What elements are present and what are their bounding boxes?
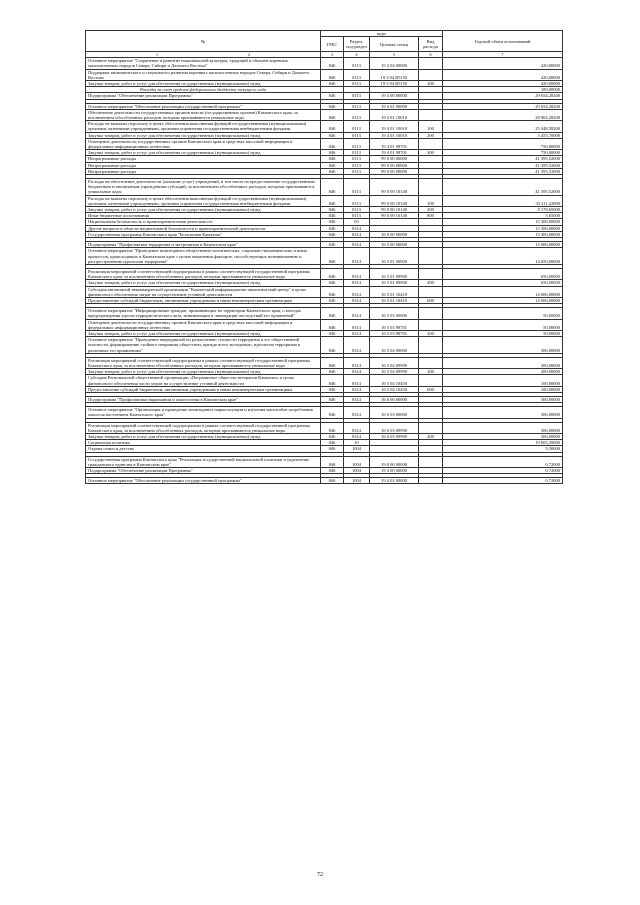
row-amount-cell: 750,00000 (443, 138, 563, 149)
row-vid-cell: 200 (419, 81, 443, 87)
row-amount-cell: 50,00000 (443, 319, 563, 330)
row-target-cell: 19 4 01 00000 (370, 478, 419, 484)
row-amount-cell: 15 300,00000 (443, 225, 563, 231)
row-target-cell: 19 3 04 R5150 (370, 69, 419, 80)
row-razdel-cell: 0314 (344, 369, 370, 375)
header-vid: Вид расхода (419, 37, 443, 52)
row-grbs-cell: 846 (321, 280, 344, 286)
table-row (86, 319, 563, 330)
row-target-cell: 19 4 00 00000 (370, 93, 419, 99)
row-vid-cell: 100 (419, 195, 443, 206)
table-row (86, 286, 563, 297)
row-name-cell: Предоставление субсидий бюджетным, автономным учреждениям и иным некоммерческим организациям (86, 297, 321, 303)
row-name-cell: Закупка товаров, работ и услуг для обеспечения государственных (муниципальных) нужд (86, 81, 321, 87)
row-name-cell: Закупка товаров, работ и услуг для обеспечения государственных (муниципальных) нужд (86, 369, 321, 375)
table-row (86, 478, 563, 484)
header-codes-group: коды (321, 31, 443, 37)
row-vid-cell: 800 (419, 213, 443, 219)
row-target-cell: 19 4 01 98701 (370, 138, 419, 149)
column-number-4: 4 (344, 52, 370, 58)
row-vid-cell: 200 (419, 132, 443, 138)
row-grbs-cell: 846 (321, 219, 344, 225)
table-row (86, 422, 563, 433)
row-grbs-cell: 846 (321, 330, 344, 336)
row-name-cell: Расходы на выплаты персоналу в целях обеспечения выполнения функций государственными (муниципальными) органами, казенными учреждениями, органами управления государственными внебюджетными фондами (86, 195, 321, 206)
row-vid-cell (419, 179, 443, 196)
row-target-cell: 19 0 00 00000 (370, 456, 419, 467)
row-amount-cell: 29 654,28200 (443, 93, 563, 99)
row-grbs-cell: 846 (321, 103, 344, 109)
row-razdel-cell: 0113 (344, 195, 370, 206)
row-target-cell: 16 5 03 00000 (370, 308, 419, 319)
row-target-cell: 19 4 01 10010 (370, 109, 419, 120)
row-vid-cell (419, 456, 443, 467)
row-vid-cell (419, 319, 443, 330)
table-row (86, 337, 563, 354)
row-target-cell: 16 5 03 98701 (370, 330, 419, 336)
row-razdel-cell: 1004 (344, 478, 370, 484)
row-amount-cell: 41 395,52000 (443, 179, 563, 196)
row-razdel-cell: 0314 (344, 433, 370, 439)
row-vid-cell: 600 (419, 386, 443, 392)
row-amount-cell: 750,00000 (443, 150, 563, 156)
row-vid-cell (419, 58, 443, 69)
row-grbs-cell: 846 (321, 150, 344, 156)
row-vid-cell (419, 268, 443, 279)
table-row (86, 456, 563, 467)
row-target-cell: 99 0 00 10140 (370, 213, 419, 219)
row-razdel-cell: 0314 (344, 319, 370, 330)
row-razdel-cell: 0314 (344, 248, 370, 265)
column-number-5: 5 (370, 52, 419, 58)
row-target-cell: 19 4 00 00000 (370, 468, 419, 474)
row-grbs-cell: 846 (321, 138, 344, 149)
row-name-cell: Другие вопросы в области национальной безопасности и правоохранительной деятельности (86, 225, 321, 231)
row-target-cell: 16 5 01 09990 (370, 280, 419, 286)
row-grbs-cell: 846 (321, 268, 344, 279)
row-amount-cell: 15 300,00000 (443, 219, 563, 225)
row-grbs-cell: 846 (321, 386, 344, 392)
row-razdel-cell: 0113 (344, 93, 370, 99)
row-amount-cell: 41 395,52000 (443, 162, 563, 168)
row-target-cell: 19 4 01 00000 (370, 103, 419, 109)
row-name-cell: Реализация мероприятий соответствующей подпрограммы в рамках соответствующей государственной программы Камчатского края, за исключением обособленных расходов, которым присваиваются уникальные коды (86, 268, 321, 279)
row-grbs-cell: 846 (321, 81, 344, 87)
row-target-cell: 99 0 00 00000 (370, 156, 419, 162)
column-number-1: 1 (156, 52, 158, 58)
row-target-cell: 16 6 00 00000 (370, 396, 419, 402)
row-razdel-cell: 10 (344, 440, 370, 446)
table-row (86, 58, 563, 69)
row-razdel-cell: 0314 (344, 286, 370, 297)
row-name-cell: Освещение деятельности государственных органов Камчатского края в средствах массовой информации и федеральных информационных агентствах (86, 319, 321, 330)
row-name-cell: Основное мероприятие "Проведение мероприятий по разъяснению сущности терроризма и его общественной опасности, формированию стойкого неприятия обществом, прежде всего молодежью, идеологии терроризма в различных его проявлениях" (86, 337, 321, 354)
row-razdel-cell: 0314 (344, 422, 370, 433)
row-name-cell: Субсидия автономной некоммерческой организации "Камчатский информационно-аналитический центр" в целях финансового обеспечения затрат на осуществление уставной деятельности (86, 286, 321, 297)
row-razdel-cell: 0314 (344, 297, 370, 303)
row-target-cell: 16 5 03 98701 (370, 319, 419, 330)
table-row (86, 195, 563, 206)
row-vid-cell (419, 109, 443, 120)
row-amount-cell: 15 000,00000 (443, 242, 563, 248)
row-razdel-cell: 0314 (344, 337, 370, 354)
row-vid-cell: 200 (419, 280, 443, 286)
row-razdel-cell: 1004 (344, 456, 370, 467)
row-grbs-cell: 846 (321, 195, 344, 206)
row-amount-cell: 8 178,65000 (443, 207, 563, 213)
row-razdel-cell: 0113 (344, 81, 370, 87)
row-name-cell: Субсидия Региональной общественной организации «Пограничное общество ветеранов Камчатки» в целях финансового обеспечения части затрат на осуществление уставной деятельности (86, 375, 321, 386)
row-vid-cell (419, 375, 443, 386)
row-target-cell: 16 5 04 10450 (370, 386, 419, 392)
row-grbs-cell: 846 (321, 468, 344, 474)
row-grbs-cell: 846 (321, 69, 344, 80)
row-grbs-cell: 846 (321, 207, 344, 213)
row-grbs-cell: 846 (321, 168, 344, 174)
row-grbs-cell: 846 (321, 396, 344, 402)
row-grbs-cell: 846 (321, 242, 344, 248)
row-amount-cell: 14 650,00000 (443, 248, 563, 265)
row-vid-cell (419, 308, 443, 319)
row-grbs-cell: 846 (321, 132, 344, 138)
row-razdel-cell: 0314 (344, 407, 370, 418)
row-razdel-cell: 0314 (344, 280, 370, 286)
row-grbs-cell: 846 (321, 213, 344, 219)
row-vid-cell: 200 (419, 207, 443, 213)
row-razdel-cell: 1004 (344, 468, 370, 474)
table-row (86, 138, 563, 149)
table-row (86, 179, 563, 196)
row-name-cell: Поддержка экономического и социального развития коренных малочисленных народов Севера, Сибири и Дальнего Востока (86, 69, 321, 80)
row-grbs-cell: 846 (321, 440, 344, 446)
row-amount-cell: 50,00000 (443, 330, 563, 336)
row-name-cell: Реализация мероприятий соответствующей подпрограммы в рамках соответствующей государственной программы Камчатского края, за исключением обособленных расходов, которым присваиваются уникальные коды (86, 357, 321, 368)
row-vid-cell (419, 407, 443, 418)
row-grbs-cell: 846 (321, 319, 344, 330)
row-razdel-cell: 0314 (344, 357, 370, 368)
row-grbs-cell: 846 (321, 156, 344, 162)
row-razdel-cell: 1004 (344, 446, 370, 452)
row-vid-cell (419, 422, 443, 433)
row-grbs-cell: 846 (321, 446, 344, 452)
row-grbs-cell: 846 (321, 58, 344, 69)
row-vid-cell (419, 138, 443, 149)
row-name-cell: Основное мероприятие "Проведение мониторинга общественно-политических, социально-экономических и иных процессов, происходящих в Камчатском крае с целью выявления факторов, способствующих возникновению и распространению идеологии терроризма" (86, 248, 321, 265)
column-number-6: 6 (419, 52, 443, 58)
row-target-cell: 19 3 04 R5150 (370, 81, 419, 87)
row-amount-cell: 100,00000 (443, 375, 563, 386)
row-name-cell: Непрограммные расходы (86, 156, 321, 162)
row-target-cell: 16 6 03 00000 (370, 407, 419, 418)
row-amount-cell: 14 000,00000 (443, 297, 563, 303)
row-vid-cell: 100 (419, 121, 443, 132)
row-target-cell: 16 5 00 00000 (370, 242, 419, 248)
row-amount-cell: 420,00000 (443, 81, 563, 87)
row-vid-cell: 200 (419, 150, 443, 156)
row-amount-cell: 50,00000 (443, 308, 563, 319)
row-grbs-cell: 846 (321, 225, 344, 231)
row-target-cell: 16 6 03 09990 (370, 433, 419, 439)
row-razdel-cell: 0113 (344, 162, 370, 168)
row-amount-cell: 3 455,70000 (443, 132, 563, 138)
row-amount-cell: 650,00000 (443, 268, 563, 279)
page-number: 72 (317, 872, 323, 878)
row-grbs-cell: 846 (321, 248, 344, 265)
row-razdel-cell: 0113 (344, 69, 370, 80)
table-row (86, 268, 563, 279)
row-grbs-cell: 846 (321, 422, 344, 433)
row-vid-cell (419, 357, 443, 368)
row-grbs-cell: 846 (321, 121, 344, 132)
row-name-cell: Непрограммные расходы (86, 162, 321, 168)
table-row (86, 407, 563, 418)
row-target-cell: 19 4 01 98701 (370, 150, 419, 156)
row-razdel-cell: 0113 (344, 109, 370, 120)
row-razdel-cell: 0314 (344, 231, 370, 237)
row-grbs-cell: 846 (321, 179, 344, 196)
row-grbs-cell: 846 (321, 357, 344, 368)
row-razdel-cell: 0113 (344, 179, 370, 196)
row-razdel-cell: 0113 (344, 58, 370, 69)
row-name-cell: Закупка товаров, работ и услуг для обеспечения государственных (муниципальных) нужд (86, 280, 321, 286)
row-name-cell: Основное мероприятие "Организация и проведение мониторинга наркоситуации и изучения масштабов потребления алкоголя населением Камчатского края" (86, 407, 321, 418)
row-amount-cell: 0,72000 (443, 468, 563, 474)
row-grbs-cell: 846 (321, 375, 344, 386)
row-target-cell: 16 6 03 09990 (370, 422, 419, 433)
row-name-cell: Подпрограмма "Обеспечение реализации Программы" (86, 468, 321, 474)
row-name-cell: Расходы на выплаты персоналу в целях обеспечения выполнения функций государственными (муниципальными) органами, казенными учреждениями, органами управления государственными внебюджетными фондами (86, 121, 321, 132)
row-razdel-cell: 0113 (344, 121, 370, 132)
row-vid-cell: 200 (419, 330, 443, 336)
row-name-cell: Подпрограмма "Обеспечение реализации Программы" (86, 93, 321, 99)
row-target-cell: 16 0 00 00000 (370, 231, 419, 237)
row-name-cell: Обеспечение деятельности государственных органов власти (государственных органов) Камчатского края, за исключением обособленных расходов, которым присваиваются уникальные коды (86, 109, 321, 120)
row-vid-cell (419, 478, 443, 484)
row-name-cell: Непрограммные расходы (86, 168, 321, 174)
table-row (86, 121, 563, 132)
row-amount-cell: 15 300,00000 (443, 231, 563, 237)
row-grbs-cell: 846 (321, 407, 344, 418)
row-amount-cell: 14 000,00000 (443, 286, 563, 297)
row-razdel-cell: 0113 (344, 138, 370, 149)
row-razdel-cell: 0314 (344, 330, 370, 336)
row-amount-cell: 300,00000 (443, 422, 563, 433)
row-grbs-cell: 846 (321, 337, 344, 354)
row-grbs-cell: 846 (321, 231, 344, 237)
row-amount-cell: 9,30000 (443, 446, 563, 452)
row-target-cell: 99 0 00 00000 (370, 162, 419, 168)
row-name-cell: Национальная безопасность и правоохранительная деятельность (86, 219, 321, 225)
row-target-cell: 16 5 01 10410 (370, 297, 419, 303)
row-grbs-cell: 846 (321, 433, 344, 439)
row-amount-cell: 29 654,28200 (443, 103, 563, 109)
row-amount-cell: 300,00000 (443, 396, 563, 402)
row-vid-cell (419, 337, 443, 354)
row-razdel-cell: 0314 (344, 308, 370, 319)
row-amount-cell: 0,72000 (443, 456, 563, 467)
row-target-cell: 16 5 01 09990 (370, 268, 419, 279)
header-target: Целевая статья (370, 37, 419, 52)
row-name-cell: Основное мероприятие "Обеспечение реализации государственной программы" (86, 103, 321, 109)
row-razdel-cell: 0314 (344, 242, 370, 248)
budget-table (85, 30, 563, 484)
row-target-cell: 99 0 00 10140 (370, 179, 419, 196)
row-amount-cell: 41 395,52000 (443, 156, 563, 162)
row-name-cell: Основное мероприятие "Информирование граждан, проживающих на территории Камчатского края, о методах предупреждения угрозы террористического акта, минимизации и ликвидации последствий его проявлений" (86, 308, 321, 319)
row-target-cell: 99 0 00 00000 (370, 168, 419, 174)
row-name-cell: Подпрограмма "Профилактика наркомании и алкоголизма в Камчатском крае" (86, 396, 321, 402)
row-name-cell: Государственная программа Камчатского края "Безопасная Камчатка" (86, 231, 321, 237)
row-name-cell: Закупка товаров, работ и услуг для обеспечения государственных (муниципальных) нужд (86, 330, 321, 336)
row-target-cell: 99 0 00 10140 (370, 195, 419, 206)
row-razdel-cell: 0314 (344, 396, 370, 402)
row-grbs-cell: 846 (321, 369, 344, 375)
table-row (86, 308, 563, 319)
table-row (86, 109, 563, 120)
row-name-cell: Закупка товаров, работ и услуг для обеспечения государственных (муниципальных) нужд (86, 207, 321, 213)
row-name-cell: Расходы за счет средств федерального бюджета текущего года (86, 87, 321, 93)
table-row (86, 357, 563, 368)
row-vid-cell: 600 (419, 297, 443, 303)
row-grbs-cell: 846 (321, 93, 344, 99)
row-grbs-cell: 846 (321, 109, 344, 120)
row-name-cell: Основное мероприятие "Обеспечение реализации государственной программы" (86, 478, 321, 484)
row-name-cell: Иные бюджетные ассигнования (86, 213, 321, 219)
row-target-cell: 16 5 04 09990 (370, 369, 419, 375)
row-name-cell: Реализация мероприятий соответствующей подпрограммы в рамках соответствующей государственной программы Камчатского края, за исключением обособленных расходов, которым присваиваются уникальные коды (86, 422, 321, 433)
row-razdel-cell: 0314 (344, 225, 370, 231)
header-grbs: ГРБС (321, 37, 344, 52)
row-amount-cell: 25 448,58200 (443, 121, 563, 132)
row-grbs-cell: 846 (321, 286, 344, 297)
row-name-cell: Закупка товаров, работ и услуг для обеспечения государственных (муниципальных) нужд (86, 433, 321, 439)
column-number-3: 3 (321, 52, 344, 58)
table-body (86, 58, 563, 484)
row-razdel-cell: 0113 (344, 168, 370, 174)
row-name-cell: Основное мероприятие "Сохранение и развитие национальной культуры, традиций и обычаев коренных малочисленных народов Севера, Сибири и Дальнего Востока" (86, 58, 321, 69)
row-amount-cell: 200,00000 (443, 357, 563, 368)
row-name-cell: Закупка товаров, работ и услуг для обеспечения государственных (муниципальных) нужд (86, 150, 321, 156)
row-amount-cell: 5,65000 (443, 213, 563, 219)
row-amount-cell: 41 395,52000 (443, 168, 563, 174)
row-amount-cell: 300,00000 (443, 337, 563, 354)
row-razdel-cell: 0113 (344, 150, 370, 156)
row-target-cell: 99 0 00 10140 (370, 207, 419, 213)
header-number: № (86, 31, 321, 52)
row-razdel-cell: 0314 (344, 375, 370, 386)
row-name-cell: Расходы на обеспечение деятельности (оказание услуг) учреждений, в том числе на предоставление государственным бюджетным и автономным учреждениям субсидий, за исключением обособленных расходов, которым присваиваются уникальные коды (86, 179, 321, 196)
row-amount-cell: 200,00000 (443, 369, 563, 375)
row-target-cell: 16 5 04 00000 (370, 337, 419, 354)
row-name-cell: Предоставление субсидий бюджетным, автономным учреждениям и иным некоммерческим организациям (86, 386, 321, 392)
row-amount-cell: 650,00000 (443, 280, 563, 286)
row-target-cell: 16 5 04 10450 (370, 375, 419, 386)
row-target-cell: 16 5 01 10410 (370, 286, 419, 297)
row-razdel-cell: 0314 (344, 386, 370, 392)
row-razdel-cell: 0113 (344, 156, 370, 162)
row-grbs-cell: 846 (321, 456, 344, 467)
row-razdel-cell: 03 (344, 219, 370, 225)
row-vid-cell: 200 (419, 369, 443, 375)
row-name-cell: Охрана семьи и детства (86, 446, 321, 452)
row-grbs-cell: 846 (321, 478, 344, 484)
row-razdel-cell: 0113 (344, 207, 370, 213)
row-amount-cell: 300,00000 (443, 407, 563, 418)
row-vid-cell (419, 286, 443, 297)
row-amount-cell: 28 904,28200 (443, 109, 563, 120)
row-grbs-cell: 846 (321, 308, 344, 319)
row-amount-cell: 189,00000 (443, 87, 563, 93)
table-row (86, 248, 563, 265)
row-target-cell: 16 5 04 09990 (370, 357, 419, 368)
row-vid-cell (419, 248, 443, 265)
row-name-cell: Подпрограмма "Профилактика терроризма и экстремизма в Камчатском крае" (86, 242, 321, 248)
row-amount-cell: 420,00000 (443, 58, 563, 69)
row-name-cell: Государственная программа Камчатского края "Реализация государственной национальной политики и укрепление гражданского единства в Камчатском крае" (86, 456, 321, 467)
row-target-cell: 19 4 01 10010 (370, 132, 419, 138)
column-number-2: 2 (248, 52, 250, 58)
row-target-cell: 16 5 01 00000 (370, 248, 419, 265)
row-razdel-cell: 0113 (344, 103, 370, 109)
row-amount-cell: 420,00000 (443, 69, 563, 80)
row-amount-cell: 0,72000 (443, 478, 563, 484)
row-name-cell: Закупка товаров, работ и услуг для обеспечения государственных (муниципальных) нужд (86, 132, 321, 138)
row-grbs-cell: 846 (321, 297, 344, 303)
document-page (85, 30, 562, 484)
row-amount-cell: 33 211,22000 (443, 195, 563, 206)
row-amount-cell: 19 603,39000 (443, 440, 563, 446)
header-razdel: Раздел, под-раздел (344, 37, 370, 52)
row-razdel-cell: 0113 (344, 132, 370, 138)
row-razdel-cell: 0113 (344, 213, 370, 219)
table-row (86, 375, 563, 386)
row-amount-cell: 100,00000 (443, 386, 563, 392)
row-name-cell: Освещение деятельности государственных органов Камчатского края в средствах массовой информации и федеральных информационных агентствах (86, 138, 321, 149)
row-vid-cell: 200 (419, 433, 443, 439)
row-target-cell: 19 3 04 00000 (370, 58, 419, 69)
row-razdel-cell: 0314 (344, 268, 370, 279)
row-vid-cell (419, 69, 443, 80)
row-name-cell: Социальная политика (86, 440, 321, 446)
row-target-cell: 19 4 01 10010 (370, 121, 419, 132)
table-row (86, 69, 563, 80)
row-grbs-cell: 846 (321, 162, 344, 168)
column-number-7: 7 (443, 52, 563, 58)
row-amount-cell: 300,00000 (443, 433, 563, 439)
header-amount: Годовой объем ассигнований (443, 31, 563, 52)
